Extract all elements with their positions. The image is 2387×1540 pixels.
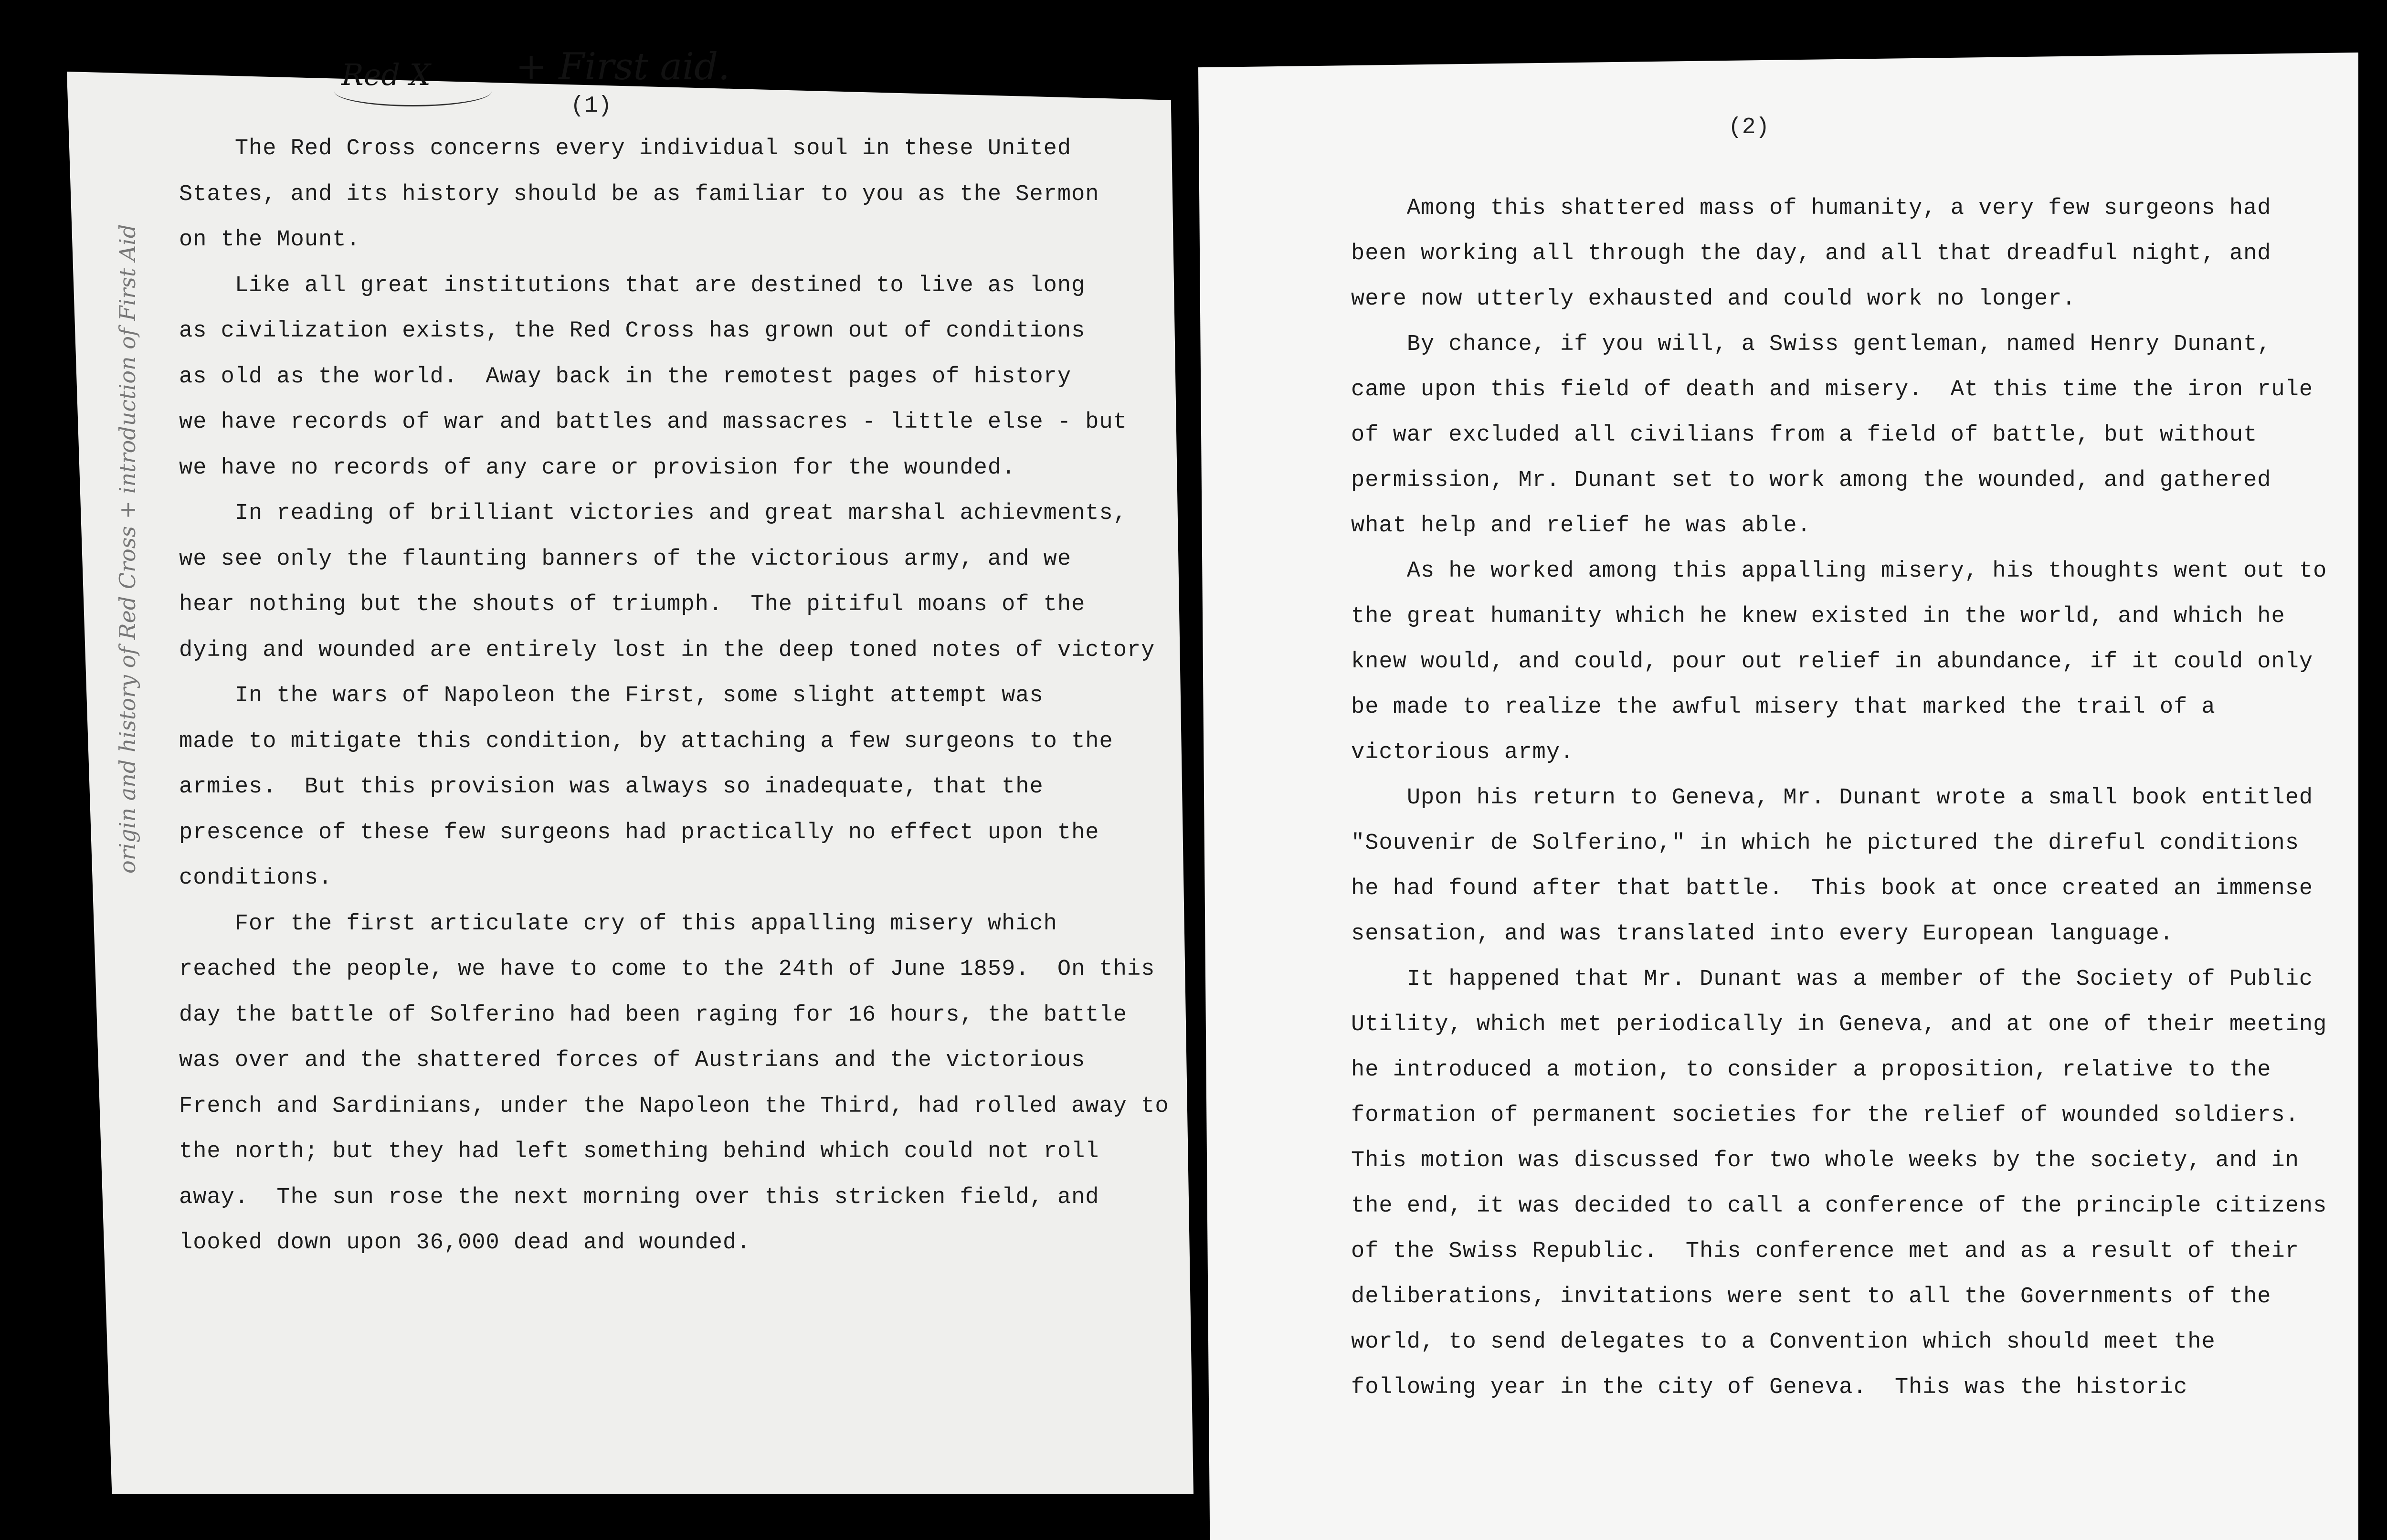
- text-line: It happened that Mr. Dunant was a member of the Society of Public: [1351, 967, 2313, 992]
- text-line: of the Swiss Republic. This conference met and as a result of their: [1351, 1239, 2299, 1264]
- text-line: Utility, which met periodically in Geneva, and at one of their meeting: [1351, 1012, 2327, 1037]
- text-line: following year in the city of Geneva. This was the historic: [1351, 1375, 2188, 1400]
- text-line: were now utterly exhausted and could work no longer.: [1351, 286, 2076, 312]
- text-line: on the Mount.: [179, 227, 360, 253]
- handwritten-underline: [334, 76, 492, 106]
- handwritten-note-red-x: Red X: [341, 57, 431, 92]
- text-line: French and Sardinians, under the Napoleon the Third, had rolled away to: [179, 1093, 1169, 1119]
- text-line: formation of permanent societies for the relief of wounded soldiers.: [1351, 1103, 2299, 1128]
- text-line: armies. But this provision was always so inadequate, that the: [179, 774, 1044, 800]
- text-line: away. The sun rose the next morning over this stricken field, and: [179, 1184, 1099, 1210]
- text-line: Among this shattered mass of humanity, a very few surgeons had: [1351, 196, 2271, 221]
- text-line: of war excluded all civilians from a field of battle, but without: [1351, 422, 2258, 448]
- text-line: victorious army.: [1351, 740, 1574, 765]
- text-line: reached the people, we have to come to the 24th of June 1859. On this: [179, 957, 1155, 982]
- text-line: dying and wounded are entirely lost in the deep toned notes of victory: [179, 637, 1155, 663]
- text-line: In the wars of Napoleon the First, some slight attempt was: [179, 683, 1044, 708]
- text-line: prescence of these few surgeons had practically no effect upon the: [179, 820, 1099, 845]
- text-line: As he worked among this appalling misery, his thoughts went out to: [1351, 559, 2327, 584]
- text-line: we see only the flaunting banners of the victorious army, and we: [179, 546, 1072, 572]
- page-number-1: (1): [570, 93, 612, 119]
- text-line: the great humanity which he knew existed in the world, and which he: [1351, 604, 2285, 629]
- text-line: hear nothing but the shouts of triumph. The pitiful moans of the: [179, 592, 1086, 617]
- text-line: For the first articulate cry of this appalling misery which: [179, 911, 1057, 937]
- text-line: By chance, if you will, a Swiss gentleman, named Henry Dunant,: [1351, 332, 2271, 357]
- text-line: be made to realize the awful misery that marked the trail of a: [1351, 695, 2216, 720]
- text-line: conditions.: [179, 865, 333, 891]
- text-line: what help and relief he was able.: [1351, 513, 1811, 538]
- text-line: knew would, and could, pour out relief in abundance, if it could only: [1351, 649, 2313, 675]
- text-line: was over and the shattered forces of Austrians and the victorious: [179, 1048, 1086, 1073]
- text-line: been working all through the day, and all that dreadful night, and: [1351, 241, 2271, 266]
- text-line: world, to send delegates to a Convention which should meet the: [1351, 1329, 2216, 1355]
- handwritten-title: + First aid.: [516, 45, 730, 88]
- text-line: "Souvenir de Solferino," in which he pictured the direful conditions: [1351, 831, 2299, 856]
- text-line: day the battle of Solferino had been raging for 16 hours, the battle: [179, 1002, 1127, 1028]
- text-line: The Red Cross concerns every individual soul in these United: [179, 136, 1072, 161]
- text-line: we have records of war and battles and massacres - little else - but: [179, 410, 1127, 435]
- text-line: This motion was discussed for two whole weeks by the society, and in: [1351, 1148, 2299, 1173]
- text-line: In reading of brilliant victories and great marshal achievments,: [179, 501, 1127, 526]
- text-line: as civilization exists, the Red Cross has grown out of conditions: [179, 318, 1086, 344]
- text-line: he had found after that battle. This book at once created an immense: [1351, 876, 2313, 901]
- text-line: the end, it was decided to call a conference of the principle citizens: [1351, 1193, 2327, 1219]
- text-line: Upon his return to Geneva, Mr. Dunant wrote a small book entitled: [1351, 785, 2313, 811]
- text-line: as old as the world. Away back in the remotest pages of history: [179, 364, 1072, 390]
- margin-note: origin and history of Red Cross + introduction of First Aid: [115, 224, 140, 874]
- text-line: we have no records of any care or provision for the wounded.: [179, 455, 1016, 481]
- text-line: came upon this field of death and misery. At this time the iron rule: [1351, 377, 2313, 402]
- text-line: Like all great institutions that are destined to live as long: [179, 273, 1086, 298]
- page-number-2: (2): [1728, 115, 1770, 140]
- text-line: sensation, and was translated into every European language.: [1351, 921, 2174, 947]
- text-line: the north; but they had left something behind which could not roll: [179, 1139, 1099, 1164]
- text-line: made to mitigate this condition, by attaching a few surgeons to the: [179, 728, 1113, 754]
- text-line: permission, Mr. Dunant set to work among the wounded, and gathered: [1351, 468, 2271, 493]
- text-line: looked down upon 36,000 dead and wounded.: [179, 1230, 751, 1255]
- text-line: deliberations, invitations were sent to all the Governments of the: [1351, 1284, 2271, 1309]
- text-line: States, and its history should be as familiar to you as the Sermon: [179, 181, 1099, 207]
- text-line: he introduced a motion, to consider a proposition, relative to the: [1351, 1057, 2271, 1083]
